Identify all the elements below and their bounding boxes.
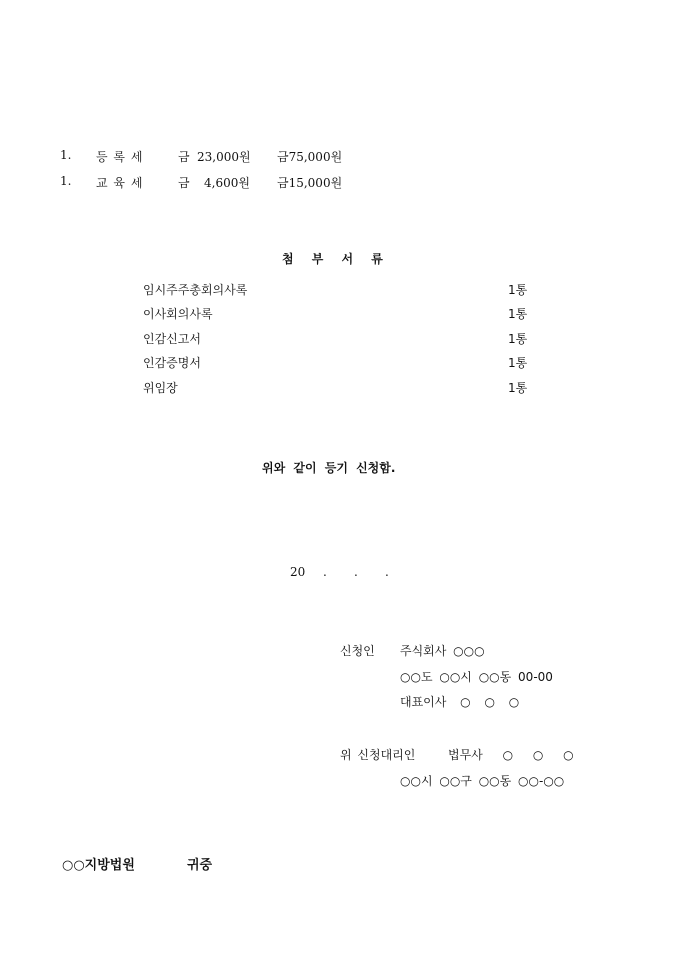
court-name: ○○지방법원 xyxy=(62,858,135,873)
fee-prefix: 금 xyxy=(178,176,190,190)
attachment-count: 1통 xyxy=(508,307,528,321)
attachment-name: 위임장 xyxy=(143,381,178,395)
date-year: 20 xyxy=(290,565,306,579)
fee-amount: 4,600원 xyxy=(204,176,250,190)
attachment-name: 인감증명서 xyxy=(143,356,201,370)
date-dot: . xyxy=(385,565,389,579)
fee-label: 등 록 세 xyxy=(96,150,144,164)
fee-amount: 23,000원 xyxy=(197,150,251,164)
agent-name: 법무사 ○ ○ ○ xyxy=(448,748,574,762)
fee-total: 금15,000원 xyxy=(277,176,343,190)
fee-number: 1. xyxy=(60,174,72,188)
applicant-label: 신청인 xyxy=(340,644,375,658)
court-suffix: 귀중 xyxy=(187,858,213,873)
attachment-name: 인감신고서 xyxy=(143,332,201,346)
attachments-title: 첨 부 서 류 xyxy=(282,252,383,266)
statement: 위와 같이 등기 신청함. xyxy=(262,461,396,475)
agent-address: ○○시 ○○구 ○○동 ○○-○○ xyxy=(400,774,565,788)
fee-total: 금75,000원 xyxy=(277,150,343,164)
attachment-name: 임시주주총회의사록 xyxy=(143,283,248,297)
attachment-count: 1통 xyxy=(508,332,528,346)
applicant-representative: 대표이사 ○ ○ ○ xyxy=(400,695,520,709)
attachment-name: 이사회의사록 xyxy=(143,307,213,321)
attachment-count: 1통 xyxy=(508,356,528,370)
date-dot: . xyxy=(323,565,327,579)
date-dot: . xyxy=(354,565,358,579)
applicant-address: ○○도 ○○시 ○○동 00-00 xyxy=(400,670,553,684)
fee-label: 교 육 세 xyxy=(96,176,144,190)
agent-label: 위 신청대리인 xyxy=(340,748,416,762)
fee-number: 1. xyxy=(60,148,72,162)
attachment-count: 1통 xyxy=(508,381,528,395)
applicant-company: 주식회사 ○○○ xyxy=(400,644,485,658)
fee-prefix: 금 xyxy=(178,150,190,164)
attachment-count: 1통 xyxy=(508,283,528,297)
